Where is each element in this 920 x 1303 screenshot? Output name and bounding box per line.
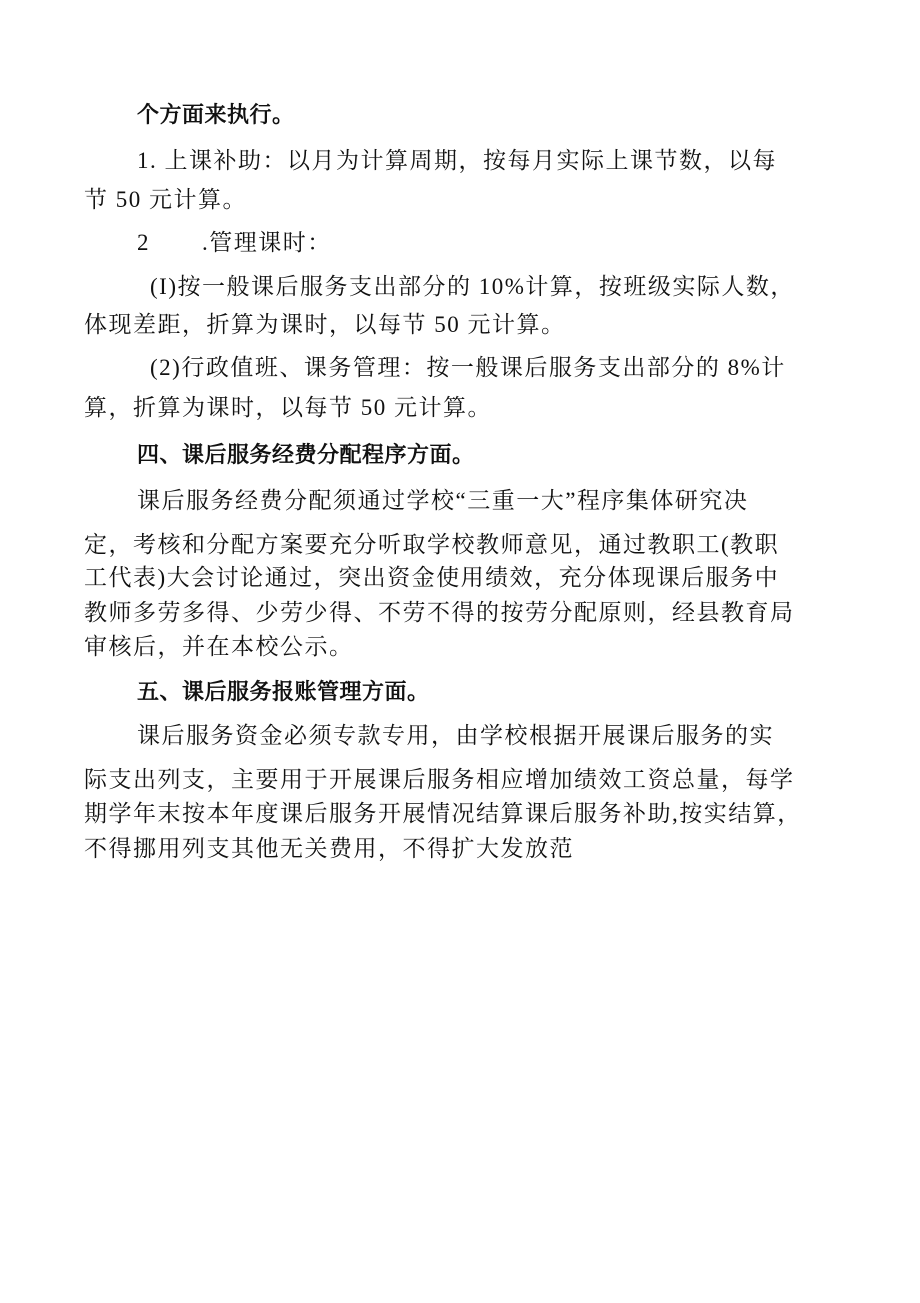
paragraph-line: 期学年末按本年度课后服务开展情况结算课后服务补助,按实结算，	[84, 801, 802, 826]
paragraph-line: 课后服务资金必须专款专用，由学校根据开展课后服务的实	[137, 723, 774, 748]
paragraph-line: 节 50 元计算。	[84, 187, 247, 212]
paragraph-line: 算，折算为课时，以每节 50 元计算。	[84, 395, 492, 420]
paragraph-line: 教师多劳多得、少劳少得、不劳不得的按劳分配原则，经县教育局	[84, 600, 795, 625]
section-heading: 五、课后服务报账管理方面。	[137, 680, 430, 705]
paragraph-line: 体现差距，折算为课时，以每节 50 元计算。	[84, 312, 566, 337]
paragraph-line: (I)按一般课后服务支出部分的 10%计算，按班级实际人数，	[150, 274, 795, 299]
paragraph-line: 不得挪用列支其他无关费用，不得扩大发放范	[84, 836, 574, 861]
paragraph-line: 个方面来执行。	[137, 103, 295, 128]
paragraph-line: 际支出列支，主要用于开展课后服务相应增加绩效工资总量，每学	[84, 767, 795, 792]
paragraph-line: .管理课时：	[202, 230, 332, 255]
paragraph-line: (2)行政值班、课务管理：按一般课后服务支出部分的 8%计	[150, 355, 786, 380]
paragraph-line: 审核后，并在本校公示。	[84, 634, 354, 659]
paragraph-line: 定，考核和分配方案要充分听取学校教师意见，通过教职工(教职	[84, 532, 780, 557]
section-heading: 四、课后服务经费分配程序方面。	[137, 443, 475, 468]
paragraph-line: 工代表)大会讨论通过，突出资金使用绩效，充分体现课后服务中	[84, 565, 780, 590]
paragraph-line: 1. 上课补助：以月为计算周期，按每月实际上课节数，以每	[137, 148, 777, 173]
list-number: 2	[137, 230, 150, 255]
paragraph-line: 课后服务经费分配须通过学校“三重一大”程序集体研究决	[137, 488, 749, 513]
